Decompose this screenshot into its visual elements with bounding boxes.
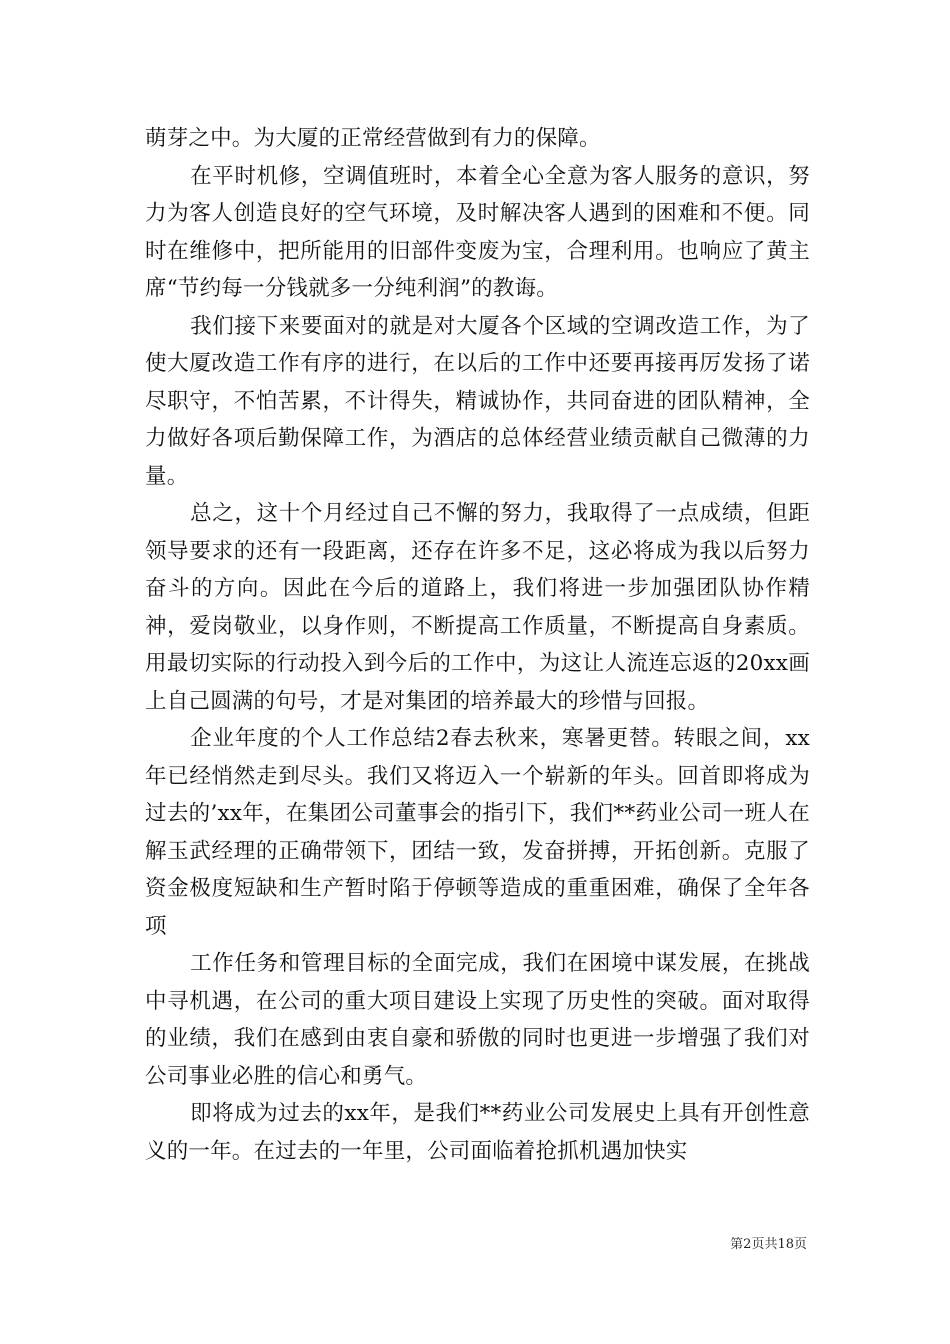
paragraph-1: 萌芽之中。为大厦的正常经营做到有力的保障。 (145, 126, 601, 151)
document-body (145, 120, 810, 1170)
paragraph-7: 即将成为过去的xx年，是我们**药业公司发展史上具有开创性意义的一年。在过去的一年里，公司面临着抢抓机遇加快实 (145, 1101, 810, 1164)
page-number-footer: 第2页共18页 (730, 1237, 807, 1252)
paragraph-4: 总之，这十个月经过自己不懈的努力，我取得了一点成绩，但距领导要求的还有一段距离，还存在许多不足，这必将成为我以后努力奋斗的方向。因此在今后的道路上，我们将进一步加强团队协作精神，爱岗敬业，以身作则，不断提高工作质量，不断提高自身素质。用最切实际的行动投入到今后的工作中，为这让人流连忘返的20xx画上自己圆满的句号，才是对集团的培养最大的珍惜与回报。 (145, 501, 810, 714)
paragraph-5: 企业年度的个人工作总结2春去秋来，寒暑更替。转眼之间，xx年已经悄然走到尽头。我们又将迈入一个崭新的年头。回首即将成为过去的’xx年，在集团公司董事会的指引下，我们**药业公司一班人在解玉武经理的正确带领下，团结一致，发奋拼搏，开拓创新。克服了资金极度短缺和生产暂时陷于停顿等造成的重重困难，确保了全年各项 (145, 726, 810, 939)
paragraph-2: 在平时机修，空调值班时，本着全心全意为客人服务的意识，努力为客人创造良好的空气环境，及时解决客人遇到的困难和不便。同时在维修中，把所能用的旧部件变废为宝，合理利用。也响应了黄主席“节约每一分钱就多一分纯利润”的教诲。 (145, 163, 810, 301)
paragraph-3: 我们接下来要面对的就是对大厦各个区域的空调改造工作，为了使大厦改造工作有序的进行，在以后的工作中还要再接再厉发扬了诺尽职守，不怕苦累，不计得失，精诚协作，共同奋进的团队精神，全力做好各项后勤保障工作，为酒店的总体经营业绩贡献自己微薄的力量。 (145, 313, 810, 489)
paragraph-6: 工作任务和管理目标的全面完成，我们在困境中谋发展，在挑战中寻机遇，在公司的重大项目建设上实现了历史性的突破。面对取得的业绩，我们在感到由衷自豪和骄傲的同时也更进一步增强了我们对公司事业必胜的信心和勇气。 (145, 951, 810, 1089)
